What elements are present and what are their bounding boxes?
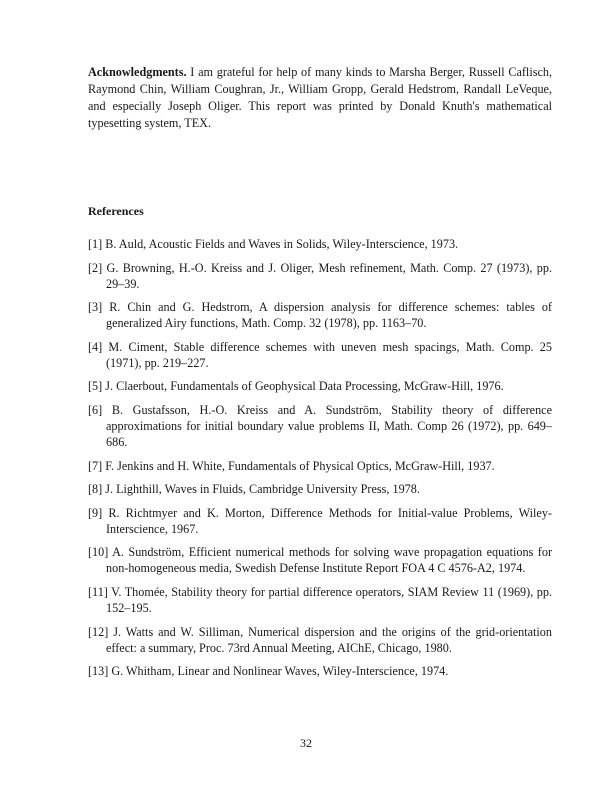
reference-item: [6] B. Gustafsson, H.-O. Kreiss and A. Sundström, Stability theory of difference approximations for initial boundary value problems II, Math. Comp 26 (1972), pp. 649–686.	[88, 402, 552, 449]
reference-item: [4] M. Ciment, Stable difference schemes with uneven mesh spacings, Math. Comp. 25 (1971), pp. 219–227.	[88, 339, 552, 370]
references-heading: References	[88, 204, 144, 218]
reference-item: [7] F. Jenkins and H. White, Fundamentals of Physical Optics, McGraw-Hill, 1937.	[88, 458, 495, 473]
reference-item: [5] J. Claerbout, Fundamentals of Geophysical Data Processing, McGraw-Hill, 1976.	[88, 379, 504, 394]
acknowledgments-heading: Acknowledgments.	[88, 65, 187, 79]
reference-item: [13] G. Whitham, Linear and Nonlinear Waves, Wiley-Interscience, 1974.	[88, 664, 449, 679]
reference-item: [12] J. Watts and W. Silliman, Numerical dispersion and the origins of the grid-orientation effect: a summary, Proc. 73rd Annual Meeting, AIChE, Chicago, 1980.	[88, 624, 552, 655]
references-list	[88, 236, 552, 687]
reference-item: [3] R. Chin and G. Hedstrom, A dispersion analysis for difference schemes: tables of generalized Airy functions, Math. Comp. 32 (1978), pp. 1163–70.	[88, 300, 552, 331]
reference-item: [10] A. Sundström, Efficient numerical methods for solving wave propagation equations for non-homogeneous media, Swedish Defense Institute Report FOA 4 C 4576-A2, 1974.	[88, 545, 552, 576]
reference-item: [2] G. Browning, H.-O. Kreiss and J. Oliger, Mesh refinement, Math. Comp. 27 (1973), pp. 29–39.	[88, 260, 552, 291]
reference-item: [9] R. Richtmyer and K. Morton, Difference Methods for Initial-value Problems, Wiley-Interscience, 1967.	[88, 505, 552, 536]
acknowledgments-paragraph	[88, 64, 552, 132]
reference-item: [8] J. Lighthill, Waves in Fluids, Cambridge University Press, 1978.	[88, 482, 420, 497]
acknowledgments-text: I am grateful for help of many kinds to Marsha Berger, Russell Caflisch, Raymond Chin, William Coughran, Jr., William Gropp, Gerald Hedstrom, Randall LeVeque, and especially Joseph Oliger. This report was printed by Donald Knuth's mathematical typesetting system, TEX.	[88, 65, 552, 130]
page-number: 32	[300, 736, 312, 750]
reference-item: [11] V. Thomée, Stability theory for partial difference operators, SIAM Review 11 (1969), pp. 152–195.	[88, 584, 552, 615]
reference-item: [1] B. Auld, Acoustic Fields and Waves in Solids, Wiley-Interscience, 1973.	[88, 237, 459, 251]
